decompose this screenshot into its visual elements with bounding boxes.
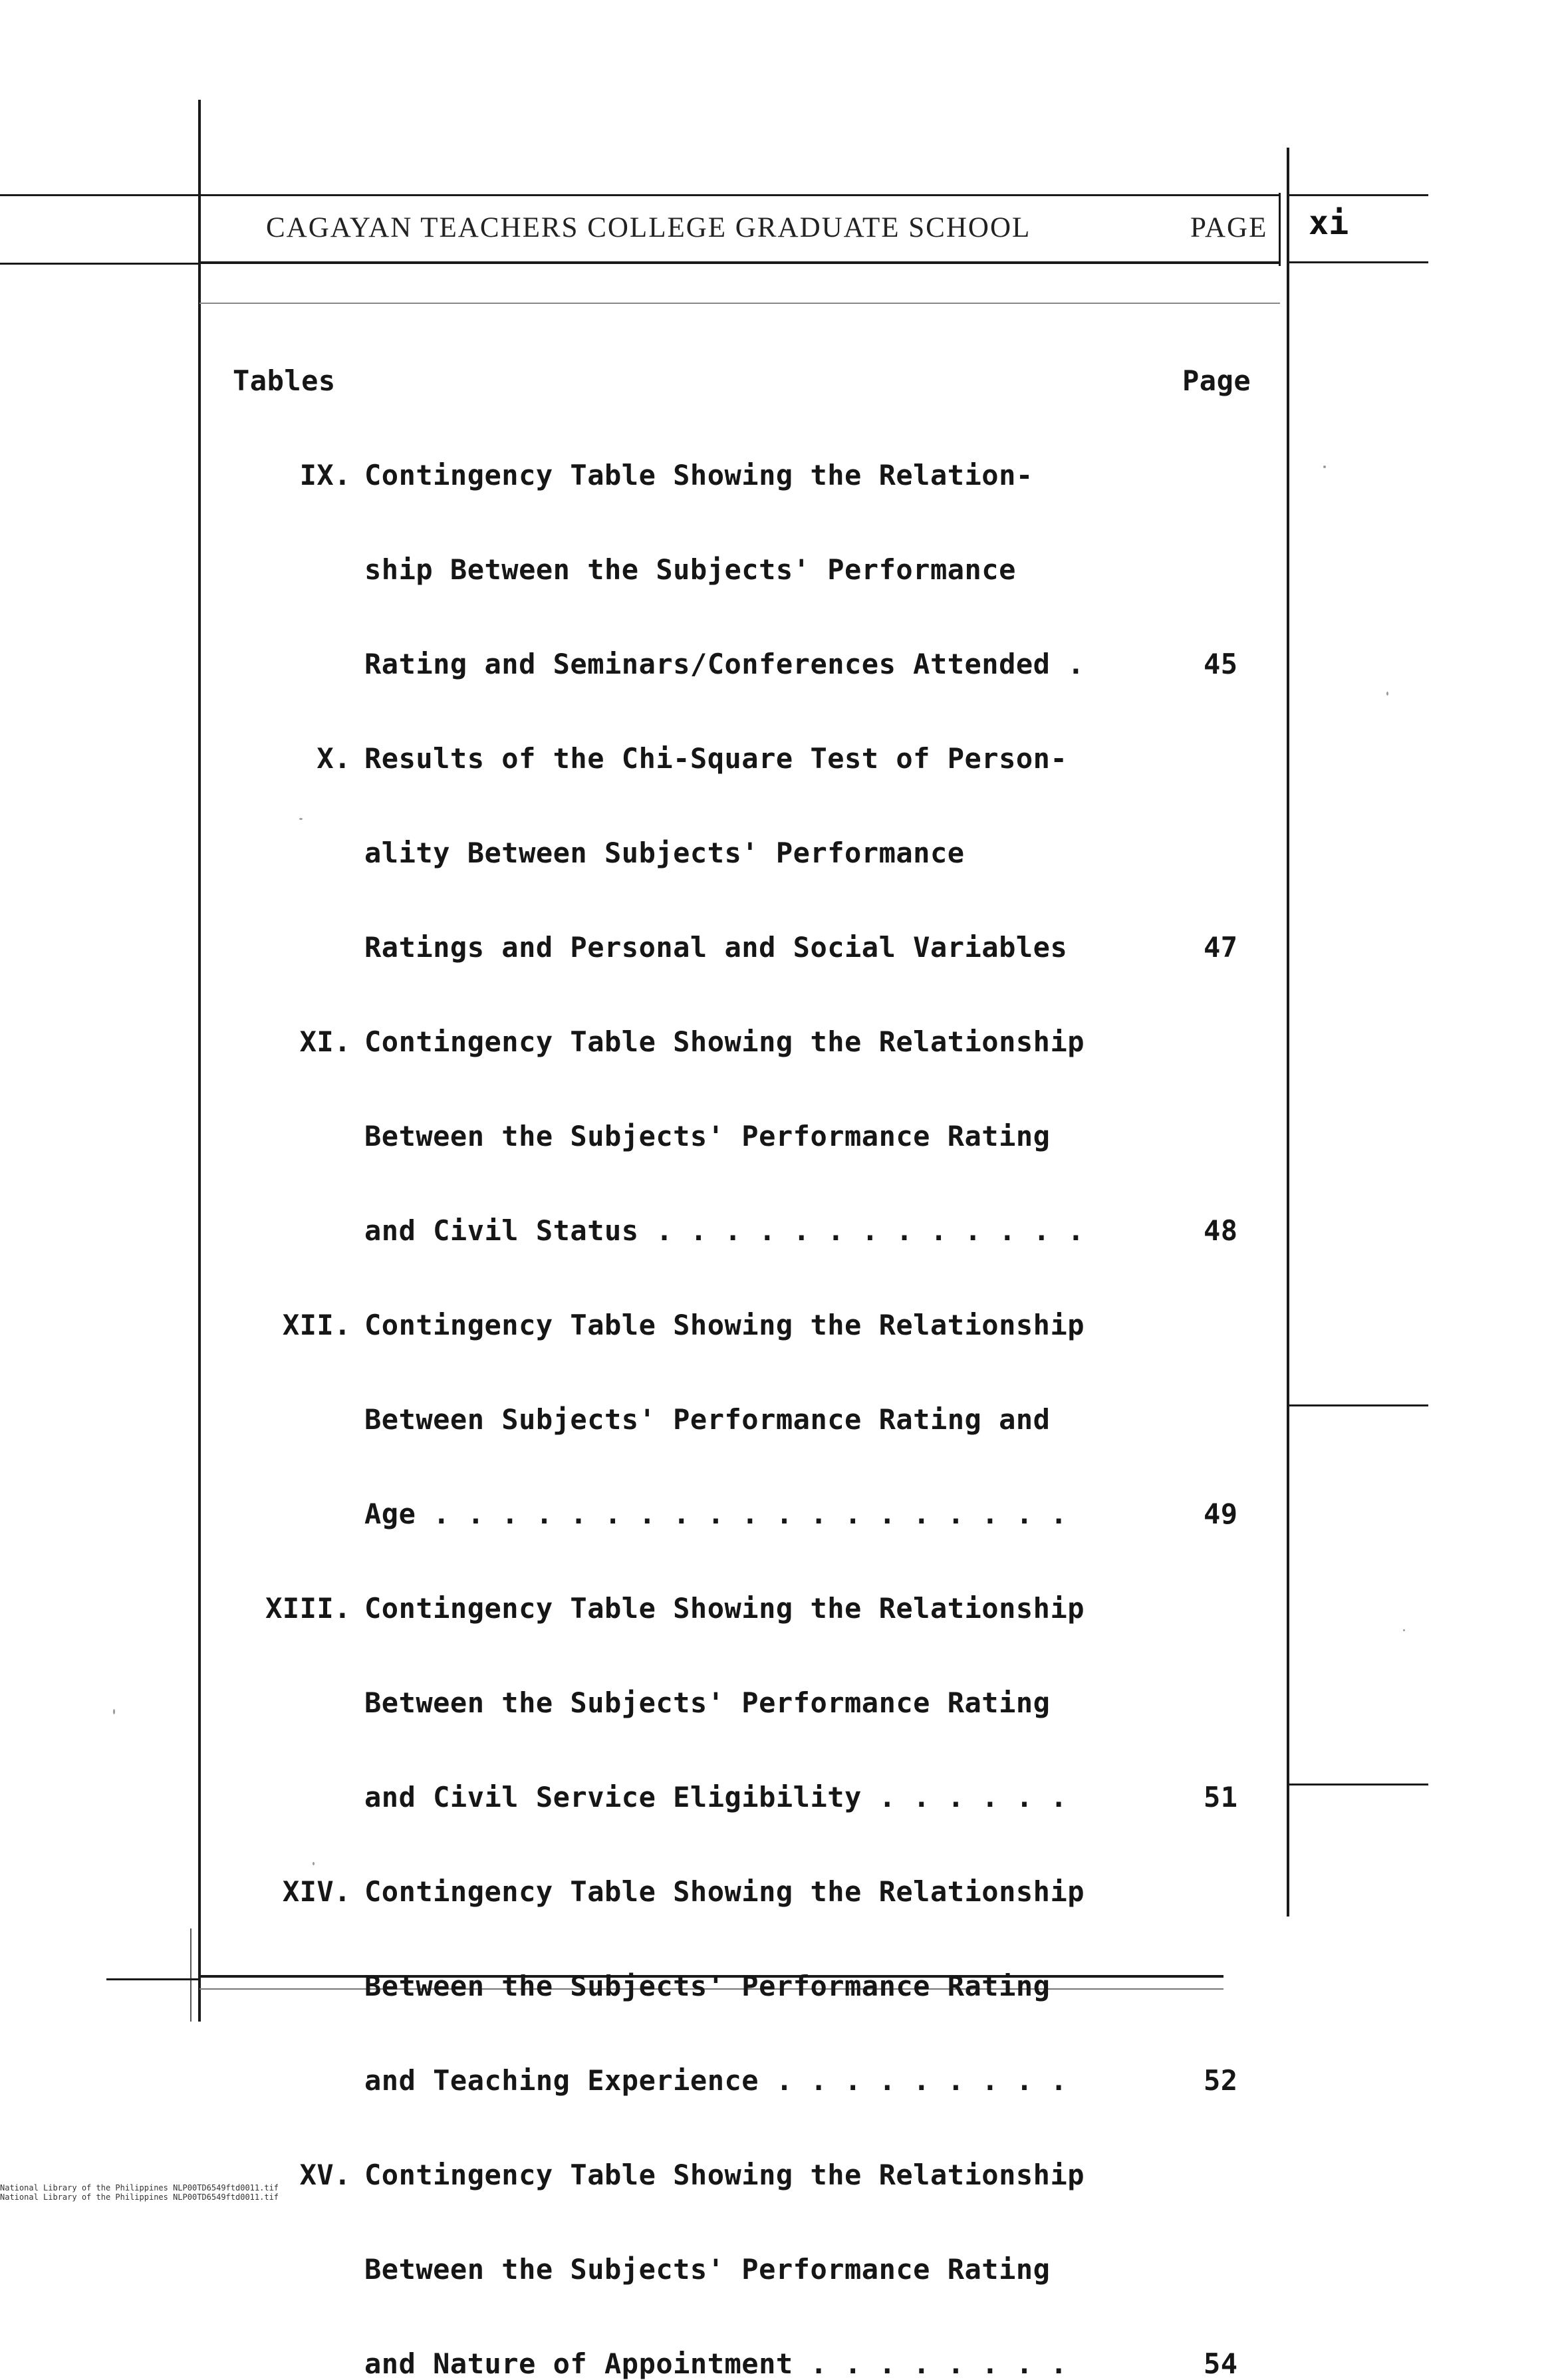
- scan-speck: [1323, 465, 1326, 468]
- form-rule-top: [199, 194, 1280, 196]
- scan-footer-line: National Library of the Philippines NLP00TD6549ftd0011.tif: [0, 2183, 279, 2192]
- entry-page-number: 45: [1204, 648, 1238, 680]
- scan-speck: [313, 1862, 315, 1865]
- page-label: PAGE: [1190, 212, 1268, 243]
- entry-line: and Civil Status . . . . . . . . . . . . .: [364, 1214, 1085, 1247]
- entry-numeral: IX.: [299, 459, 351, 491]
- form-rule-top-right: [1289, 194, 1428, 196]
- entry-line: Between the Subjects' Performance Rating: [364, 1120, 1051, 1152]
- entry-numeral: XI.: [299, 1025, 351, 1058]
- entry-line: Between the Subjects' Performance Rating: [364, 2253, 1051, 2286]
- entry-line: Between the Subjects' Performance Rating: [364, 1686, 1051, 1719]
- entry-line: ality Between Subjects' Performance: [364, 837, 965, 869]
- scan-speck: [1386, 692, 1388, 696]
- entry-line: Between the Subjects' Performance Rating: [364, 1970, 1051, 2002]
- form-rule-right-mid: [1289, 1404, 1428, 1406]
- entry-line: and Civil Service Eligibility . . . . . .: [364, 1781, 1068, 1813]
- page-column-label: Page: [1182, 364, 1251, 397]
- entry-line: Contingency Table Showing the Relationship: [364, 1025, 1085, 1058]
- form-rule-bottom-left: [106, 1978, 199, 1980]
- entry-line: Contingency Table Showing the Relationship: [364, 1309, 1085, 1341]
- institution-header: CAGAYAN TEACHERS COLLEGE GRADUATE SCHOOL: [266, 212, 1031, 243]
- tables-column-label: Tables: [233, 364, 336, 397]
- entry-page-number: 54: [1204, 2347, 1238, 2380]
- scan-footer-line: National Library of the Philippines NLP00TD6549ftd0011.tif: [0, 2192, 279, 2202]
- form-rule-page-box: [1279, 193, 1281, 266]
- entry-page-number: 49: [1204, 1498, 1238, 1530]
- form-rule-left-faint: [190, 1928, 192, 2022]
- entry-numeral: XV.: [299, 2159, 351, 2191]
- entry-numeral: XIV.: [282, 1875, 351, 1908]
- entry-page-number: 52: [1204, 2064, 1238, 2097]
- scan-speck: [1403, 1629, 1405, 1631]
- entry-line: Contingency Table Showing the Relationship: [364, 1875, 1085, 1908]
- form-rule-header-right: [1289, 261, 1428, 263]
- entry-line: Ratings and Personal and Social Variables: [364, 931, 1068, 964]
- entry-line: Contingency Table Showing the Relationship: [364, 1592, 1085, 1625]
- form-rule-right-low: [1289, 1784, 1428, 1785]
- entry-line: Contingency Table Showing the Relation-: [364, 459, 1033, 491]
- scan-speck: [113, 1709, 115, 1714]
- form-rule-left-margin: [198, 100, 201, 2022]
- entry-line: and Nature of Appointment . . . . . . . .: [364, 2347, 1068, 2380]
- entry-line: Rating and Seminars/Conferences Attended .: [364, 648, 1085, 680]
- entry-line: Age . . . . . . . . . . . . . . . . . . .: [364, 1498, 1068, 1530]
- form-rule-header: [199, 261, 1280, 264]
- entry-line: ship Between the Subjects' Performance: [364, 553, 1016, 586]
- entry-numeral: XII.: [282, 1309, 351, 1341]
- entry-numeral: XIII.: [265, 1592, 351, 1625]
- entry-line: and Teaching Experience . . . . . . . . .: [364, 2064, 1068, 2097]
- entry-line: Results of the Chi-Square Test of Person-: [364, 742, 1068, 775]
- entry-numeral: X.: [317, 742, 351, 775]
- entry-line: Between Subjects' Performance Rating and: [364, 1403, 1051, 1436]
- entry-line: Contingency Table Showing the Relationship: [364, 2159, 1085, 2191]
- form-rule-right-margin: [1287, 148, 1289, 1917]
- form-rule-header-left: [0, 263, 198, 265]
- scan-speck: [299, 818, 303, 820]
- form-rule-subheader: [199, 303, 1280, 304]
- entry-page-number: 48: [1204, 1214, 1238, 1247]
- entry-page-number: 47: [1204, 931, 1238, 964]
- page-number: xi: [1309, 203, 1349, 242]
- form-rule-top-left: [0, 194, 198, 196]
- entry-page-number: 51: [1204, 1781, 1238, 1813]
